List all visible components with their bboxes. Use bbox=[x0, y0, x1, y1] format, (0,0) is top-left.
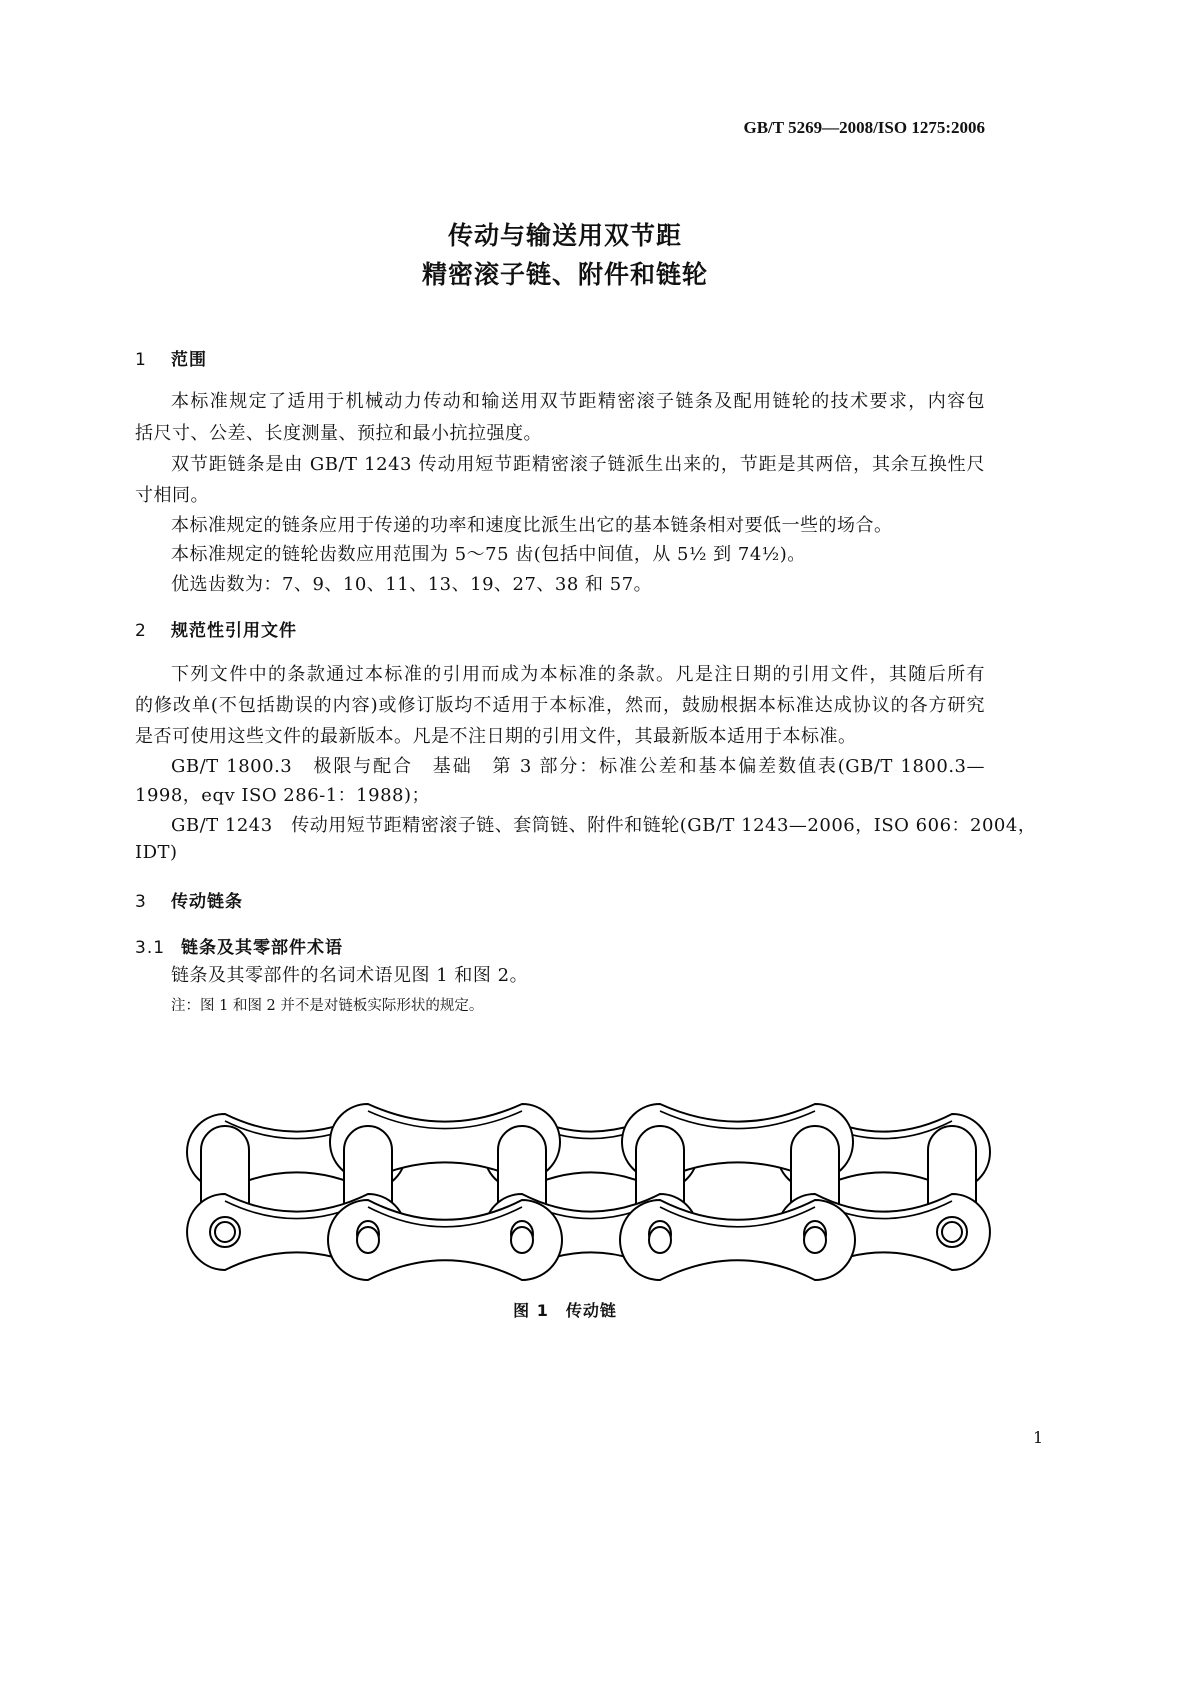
reference-line: GB/T 1243 传动用短节距精密滚子链、套筒链、附件和链轮(GB/T 1243—2006，ISO 606：2004， bbox=[171, 815, 1037, 836]
pin bbox=[942, 1222, 962, 1242]
section-1-heading: 1 范围 bbox=[135, 350, 207, 370]
document-title-line1: 传动与输送用双节距 bbox=[447, 221, 682, 250]
pin bbox=[804, 1227, 826, 1253]
figure-caption: 图 1 传动链 bbox=[513, 1301, 617, 1320]
pin bbox=[649, 1227, 671, 1253]
page-number: 1 bbox=[1033, 1428, 1044, 1447]
reference-line: IDT) bbox=[135, 842, 178, 863]
paragraph-line: 是否可使用这些文件的最新版本。凡是不注日期的引用文件，其最新版本适用于本标准。 bbox=[135, 726, 857, 747]
paragraph-line: 本标准规定的链条应用于传递的功率和速度比派生出它的基本链条相对要低一些的场合。 bbox=[171, 515, 893, 536]
paragraph-line: 寸相同。 bbox=[135, 485, 209, 506]
paragraph-line: 链条及其零部件的名词术语见图 1 和图 2。 bbox=[171, 965, 529, 986]
pin bbox=[511, 1227, 533, 1253]
standard-code-header: GB/T 5269—2008/ISO 1275:2006 bbox=[743, 118, 985, 137]
reference-line: GB/T 1800.3 极限与配合 基础 第 3 部分：标准公差和基本偏差数值表(GB/T 1800.3— bbox=[171, 756, 985, 777]
paragraph-line: 的修改单(不包括勘误的内容)或修订版均不适用于本标准，然而，鼓励根据本标准达成协议的各方研究 bbox=[135, 695, 985, 716]
pin bbox=[215, 1222, 235, 1242]
paragraph-line: 本标准规定的链轮齿数应用范围为 5～75 齿(包括中间值，从 5½ 到 74½)。 bbox=[171, 544, 806, 565]
paragraph-line: 下列文件中的条款通过本标准的引用而成为本标准的条款。凡是注日期的引用文件，其随后所有 bbox=[171, 664, 985, 685]
reference-line: 1998，eqv ISO 286-1：1988)； bbox=[135, 785, 431, 806]
paragraph-line: 双节距链条是由 GB/T 1243 传动用短节距精密滚子链派生出来的，节距是其两倍，其余互换性尺 bbox=[171, 454, 985, 475]
figure-note: 注：图 1 和图 2 并不是对链板实际形状的规定。 bbox=[171, 998, 484, 1014]
section-3-1-heading: 3.1 链条及其零部件术语 bbox=[135, 938, 343, 958]
paragraph-line: 优选齿数为：7、9、10、11、13、19、27、38 和 57。 bbox=[171, 574, 653, 595]
paragraph-line: 本标准规定了适用于机械动力传动和输送用双节距精密滚子链条及配用链轮的技术要求，内容包 bbox=[171, 391, 985, 412]
section-2-heading: 2 规范性引用文件 bbox=[135, 621, 297, 641]
pin bbox=[357, 1227, 379, 1253]
paragraph-line: 括尺寸、公差、长度测量、预拉和最小抗拉强度。 bbox=[135, 423, 542, 444]
document-title-line2: 精密滚子链、附件和链轮 bbox=[421, 260, 708, 289]
section-3-heading: 3 传动链条 bbox=[135, 892, 243, 912]
